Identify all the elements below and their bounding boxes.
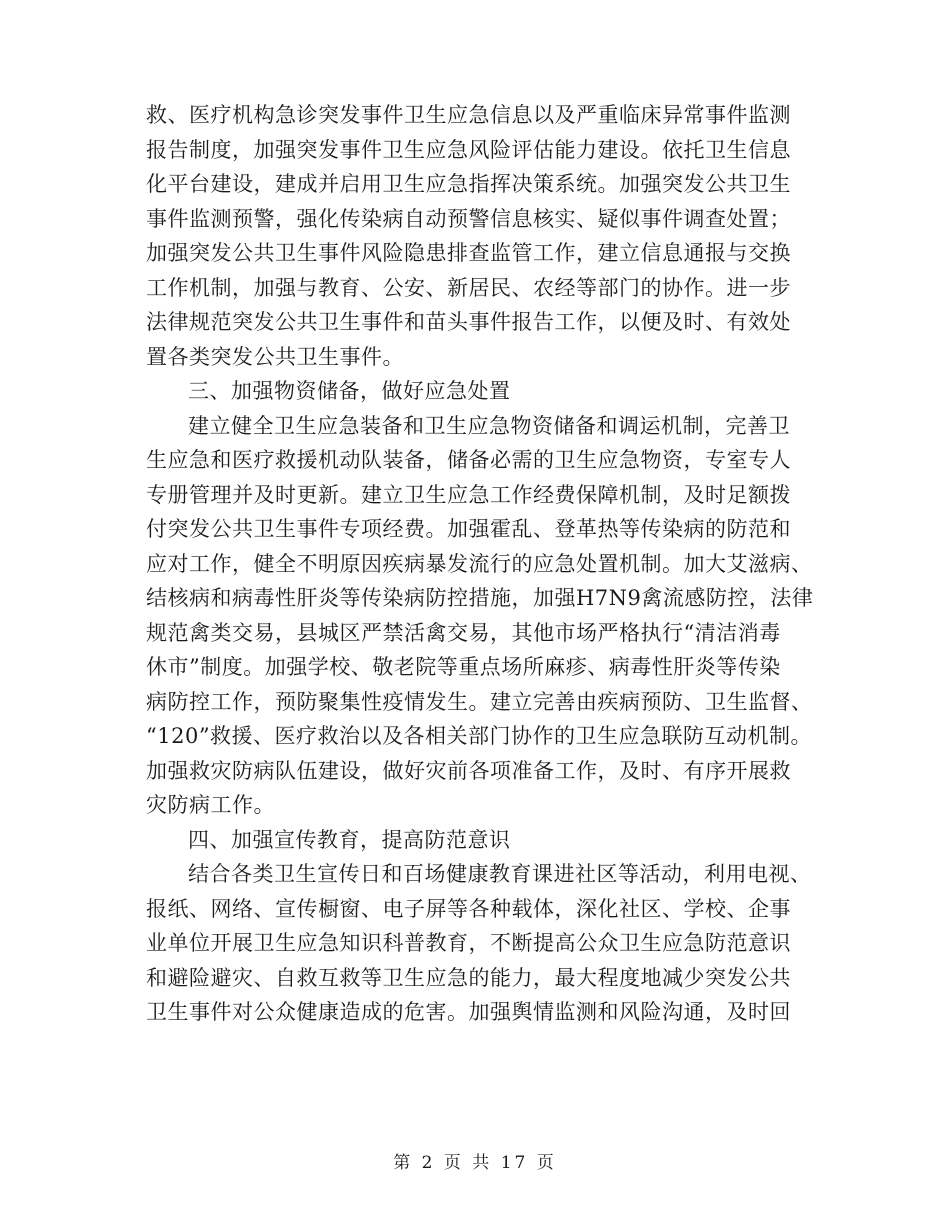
text-line: 规范禽类交易，县城区严禁活禽交易，其他市场严格执行“清洁消毒 bbox=[146, 620, 781, 645]
text-line: 三、加强物资储备，做好应急处置 bbox=[188, 379, 511, 403]
text-line: 置各类突发公共卫生事件。 bbox=[146, 344, 404, 369]
text-line: 结合各类卫生宣传日和百场健康教育课进社区等活动，利用电视、 bbox=[188, 862, 812, 886]
text-line: 建立健全卫生应急装备和卫生应急物资储备和调运机制，完善卫 bbox=[188, 413, 790, 438]
text-line: 和避险避灾、自救互救等卫生应急的能力，最大程度地减少突发公共 bbox=[146, 965, 791, 990]
text-line: 四、加强宣传教育，提高防范意识 bbox=[188, 827, 511, 852]
text-line: 业单位开展卫生应急知识科普教育，不断提高公众卫生应急防范意识 bbox=[146, 931, 791, 955]
text-line: 休市”制度。加强学校、敬老院等重点场所麻疹、病毒性肝炎等传染 bbox=[146, 655, 781, 679]
page-number-footer: 第 2 页 共 17 页 bbox=[393, 1153, 557, 1173]
text-line: 工作机制，加强与教育、公安、新居民、农经等部门的协作。进一步 bbox=[146, 275, 791, 300]
text-line: 事件监测预警，强化传染病自动预警信息核实、疑似事件调查处置； bbox=[146, 206, 791, 231]
text-line: 病防控工作，预防聚集性疫情发生。建立完善由疾病预防、卫生监督、 bbox=[146, 689, 813, 714]
text-line: 化平台建设，建成并启用卫生应急指挥决策系统。加强突发公共卫生 bbox=[146, 172, 791, 196]
text-line: 法律规范突发公共卫生事件和苗头事件报告工作，以便及时、有效处 bbox=[146, 310, 791, 334]
text-line: 救、医疗机构急诊突发事件卫生应急信息以及严重临床异常事件监测 bbox=[146, 103, 791, 127]
text-line: 灾防病工作。 bbox=[146, 793, 275, 817]
document-body bbox=[146, 98, 836, 1030]
text-line: 加强救灾防病队伍建设，做好灾前各项准备工作，及时、有序开展救 bbox=[146, 758, 791, 783]
text-line: 专册管理并及时更新。建立卫生应急工作经费保障机制，及时足额拨 bbox=[146, 482, 791, 507]
text-line: 卫生事件对公众健康造成的危害。加强舆情监测和风险沟通，及时回 bbox=[146, 1000, 791, 1024]
text-line: 付突发公共卫生事件专项经费。加强霍乱、登革热等传染病的防范和 bbox=[146, 517, 791, 541]
text-line: 结核病和病毒性肝炎等传染病防控措施，加强H7N9禽流感防控，法律 bbox=[146, 586, 814, 610]
text-line: “120”救援、医疗救治以及各相关部门协作的卫生应急联防互动机制。 bbox=[146, 724, 813, 748]
text-line: 加强突发公共卫生事件风险隐患排查监管工作，建立信息通报与交换 bbox=[146, 241, 791, 265]
text-line: 报告制度，加强突发事件卫生应急风险评估能力建设。依托卫生信息 bbox=[146, 137, 791, 162]
text-line: 应对工作，健全不明原因疾病暴发流行的应急处置机制。加大艾滋病、 bbox=[146, 551, 813, 576]
text-line: 生应急和医疗救援机动队装备，储备必需的卫生应急物资，专室专人 bbox=[146, 448, 791, 472]
text-line: 报纸、网络、宣传橱窗、电子屏等各种载体，深化社区、学校、企事 bbox=[146, 896, 791, 921]
